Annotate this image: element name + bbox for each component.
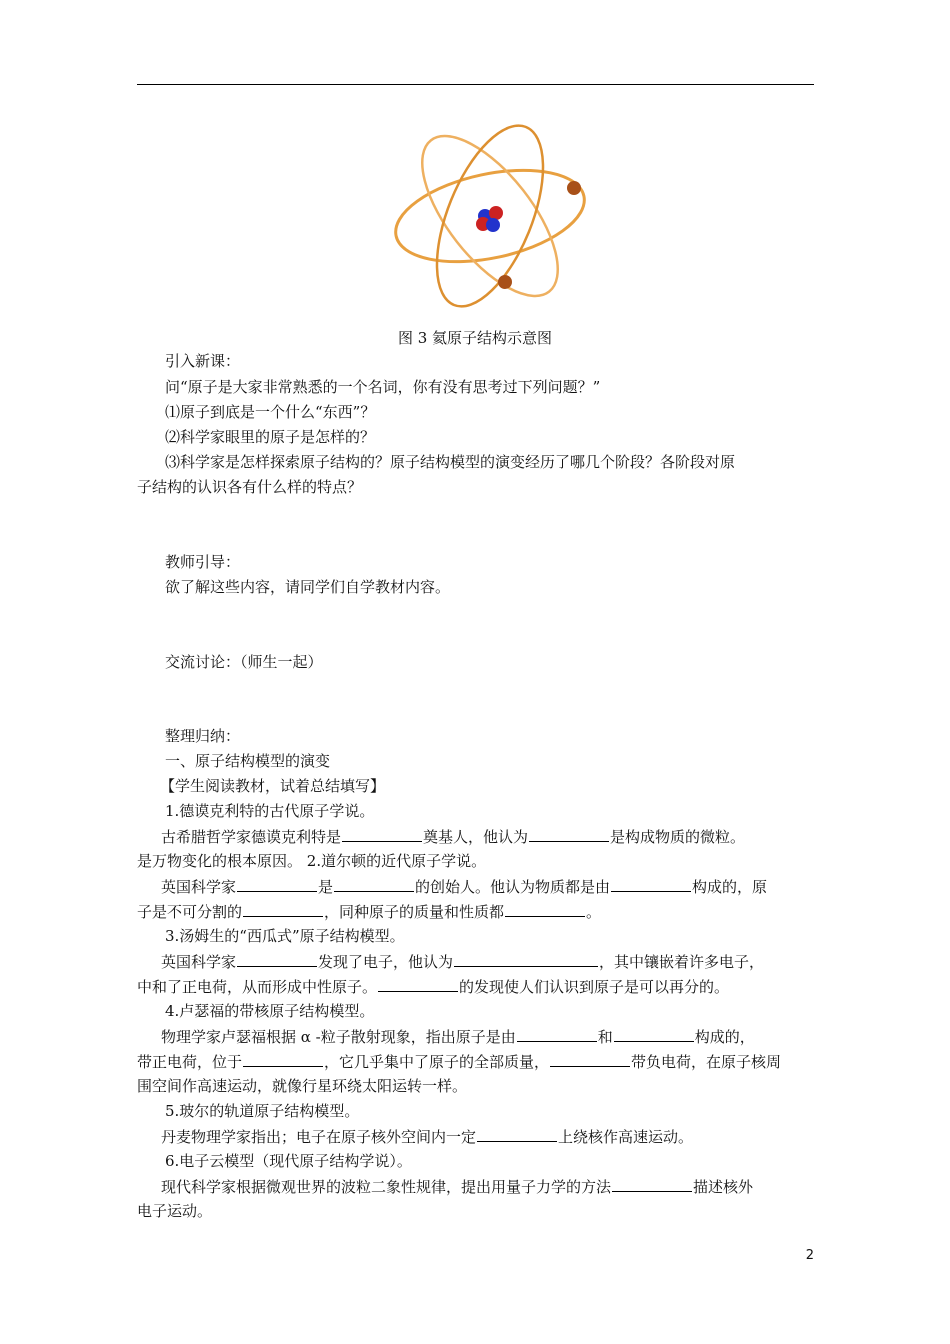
fill-blank[interactable] [237, 876, 317, 892]
summary-heading: 整理归纳： [165, 727, 241, 745]
question-3-line1: ⑶科学家是怎样探索原子结构的？原子结构模型的演变经历了哪几个阶段？各阶段对原 [165, 453, 736, 471]
item-4-text: 物理学家卢瑟福根据 α -粒子散射现象，指出原子是由 和 构成的， [161, 1028, 755, 1046]
helium-atom-figure [390, 118, 600, 308]
item-6-text-cont: 电子运动。 [137, 1202, 213, 1220]
fill-blank[interactable] [342, 826, 422, 842]
item-4-text-cont2: 围空间作高速运动，就像行星环绕太阳运转一样。 [137, 1077, 468, 1095]
fill-blank[interactable] [334, 876, 414, 892]
item-1-title: 1.德谟克利特的古代原子学说。 [165, 802, 375, 820]
fill-blank[interactable] [614, 1026, 694, 1042]
fill-blank[interactable] [454, 951, 598, 967]
item-6-text: 现代科学家根据微观世界的波粒二象性规律，提出用量子力学的方法 描述核外 [161, 1178, 754, 1196]
item-6-title: 6.电子云模型（现代原子结构学说）。 [165, 1152, 412, 1170]
intro-heading: 引入新课： [165, 352, 241, 370]
page-number: 2 [805, 1248, 814, 1263]
question-1: ⑴原子到底是一个什么“东西”？ [165, 403, 376, 421]
item-4-text-cont: 带正电荷，位于 ，它几乎集中了原子的全部质量， 带负电荷，在原子核周 [137, 1053, 782, 1071]
fill-blank[interactable] [243, 901, 323, 917]
guide-heading: 教师引导： [165, 553, 241, 571]
question-2: ⑵科学家眼里的原子是怎样的？ [165, 428, 376, 446]
intro-question: 问“原子是大家非常熟悉的一个名词，你有没有思考过下列问题？” [165, 378, 601, 396]
item-3-text: 英国科学家 发现了电子，他认为 ，其中镶嵌着许多电子， [161, 953, 765, 971]
item-5-text: 丹麦物理学家指出；电子在原子核外空间内一定 上绕核作高速运动。 [161, 1128, 694, 1146]
item-1-text: 古希腊哲学家德谟克利特是 奠基人，他认为 是构成物质的微粒。 [161, 828, 746, 846]
item-4-title: 4.卢瑟福的带核原子结构模型。 [165, 1002, 375, 1020]
fill-blank[interactable] [611, 876, 691, 892]
item-3-title: 3.汤姆生的“西瓜式”原子结构模型。 [165, 927, 405, 945]
guide-text: 欲了解这些内容，请同学们自学教材内容。 [165, 578, 451, 596]
fill-blank[interactable] [243, 1051, 323, 1067]
item-2-text: 英国科学家 是 的创始人。他认为物质都是由 构成的，原 [161, 878, 768, 896]
fill-blank[interactable] [550, 1051, 630, 1067]
item-3-text-cont: 中和了正电荷，从而形成中性原子。 的发现使人们认识到原子是可以再分的。 [137, 978, 730, 996]
fill-blank[interactable] [505, 901, 585, 917]
header-rule [137, 84, 814, 85]
fill-blank[interactable] [517, 1026, 597, 1042]
item-5-title: 5.玻尔的轨道原子结构模型。 [165, 1102, 360, 1120]
figure-caption: 图 3 氦原子结构示意图 [397, 329, 553, 347]
fill-blank[interactable] [612, 1176, 692, 1192]
fill-blank[interactable] [477, 1126, 557, 1142]
discussion-heading: 交流讨论：（师生一起） [165, 653, 323, 671]
instruction: 【学生阅读教材，试着总结填写】 [160, 777, 386, 795]
fill-blank[interactable] [378, 976, 458, 992]
section-title: 一、原子结构模型的演变 [165, 752, 331, 770]
item-2-text-cont: 子是不可分割的 ，同种原子的质量和性质都 。 [137, 903, 602, 921]
item-1-text-cont: 是万物变化的根本原因。 2.道尔顿的近代原子学说。 [137, 852, 487, 870]
fill-blank[interactable] [237, 951, 317, 967]
question-3-line2: 子结构的认识各有什么样的特点？ [137, 478, 363, 496]
fill-blank[interactable] [529, 826, 609, 842]
